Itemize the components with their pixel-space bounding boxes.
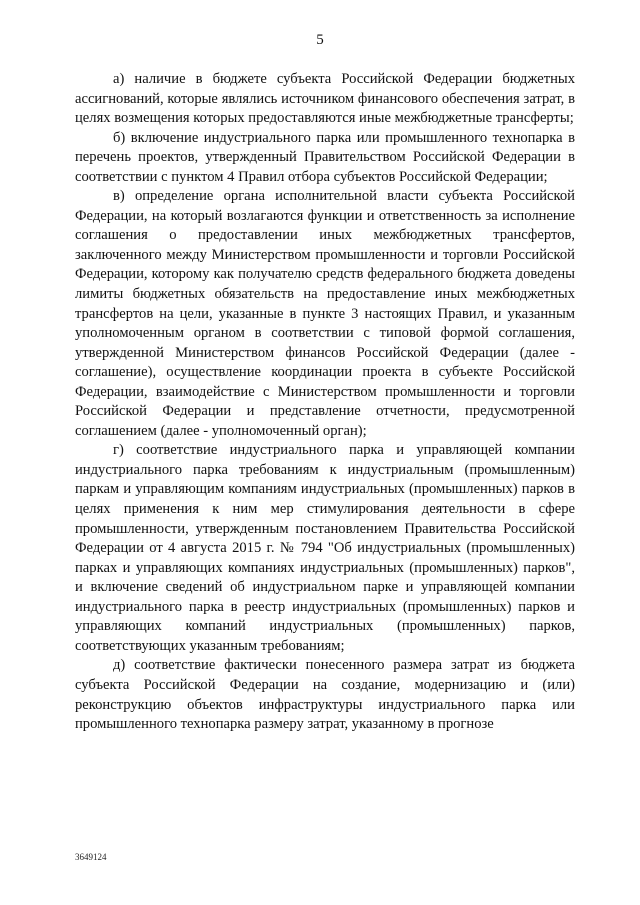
paragraph-g: г) соответствие индустриального парка и управляющей компании индустриального парка требованиям к индустриальным (промышленным) паркам и управляющим компаниям индустриальных (промышленных) парков в целях применения к ним мер стимулирования деятельности в сфере промышленности, утвержденным постановлением Правительства Российской Федерации от 4 августа 2015 г. № 794 "Об индустриальных (промышленных) парках и управляющих компаниях индустриальных (промышленных) парков", и включение сведений об индустриальном парке и управляющей компании индустриального парка в реестр индустриальных (промышленных) парков и управляющих компаний индустриальных (промышленных) парков, соответствующих указанным требованиям; [75,442,575,654]
paragraph-d: д) соответствие фактически понесенного размера затрат из бюджета субъекта Российской Федерации на создание, модернизацию и (или) реконструкцию объектов инфраструктуры индустриального парка или промышленного технопарка размеру затрат, указанному в прогнозе [75,657,575,733]
document-body [75,70,575,735]
paragraph-b: б) включение индустриального парка или промышленного технопарка в перечень проектов, утвержденный Правительством Российской Федерации в соответствии с пунктом 4 Правил отбора субъектов Российской Федерации; [75,129,575,185]
page-number: 5 [316,32,324,48]
paragraph-a: а) наличие в бюджете субъекта Российской Федерации бюджетных ассигнований, которые являлись источником финансового обеспечения затрат, в целях возмещения которых предоставляются иные межбюджетные трансферты; [75,71,575,127]
paragraph-v: в) определение органа исполнительной власти субъекта Российской Федерации, на который возлагаются функции и ответственность за исполнение соглашения о предоставлении иных межбюджетных трансфертов, заключенного между Министерством промышленности и торговли Российской Федерации, которому как получателю средств федерального бюджета доведены лимиты бюджетных обязательств на предоставление иных межбюджетных трансфертов на цели, указанные в пункте 3 настоящих Правил, и указанным уполномоченным органом в соответствии с типовой формой соглашения, утвержденной Министерством финансов Российской Федерации (далее - соглашение), осуществление координации проекта в субъекте Российской Федерации, взаимодействие с Министерством промышленности и торговли Российской Федерации и представление отчетности, предусмотренной соглашением (далее - уполномоченный орган); [75,188,575,439]
document-code: 3649124 [75,852,107,862]
